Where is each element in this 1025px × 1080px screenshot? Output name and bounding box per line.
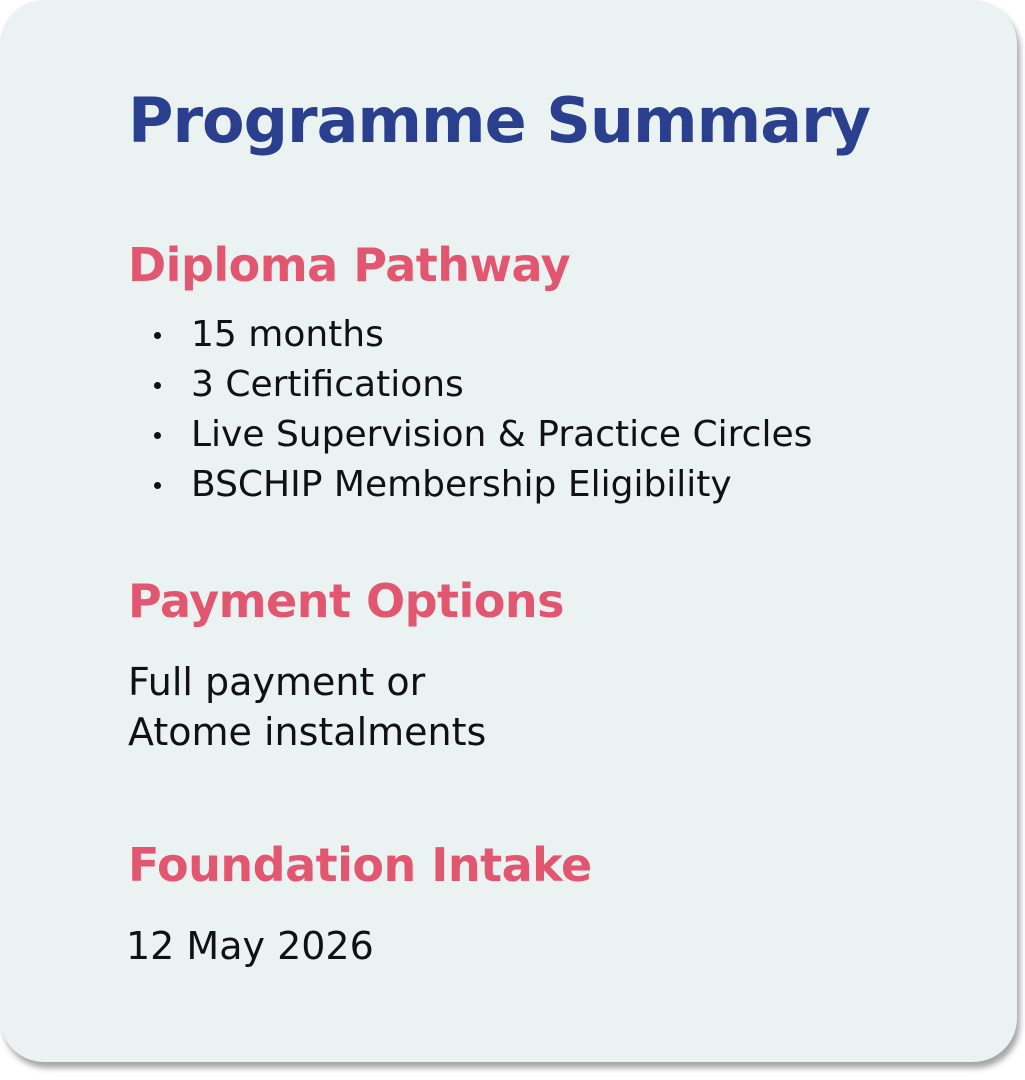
bullet-icon (154, 432, 161, 439)
list-item (150, 360, 812, 410)
bullet-icon (154, 332, 161, 339)
list-item (150, 410, 812, 460)
bullet-icon (154, 482, 161, 489)
page-title: Programme Summary (128, 84, 871, 157)
list-item-label: Live Supervision & Practice Circles (191, 414, 813, 455)
list-item (150, 460, 812, 510)
payment-options-line-1: Full payment or (128, 660, 426, 704)
payment-options-heading: Payment Options (128, 574, 564, 628)
diploma-pathway-heading: Diploma Pathway (128, 238, 571, 292)
payment-options-line-2: Atome instalments (128, 710, 487, 754)
list-item-label: 3 Certifications (191, 364, 464, 405)
foundation-intake-date: 12 May 2026 (126, 924, 374, 968)
foundation-intake-heading: Foundation Intake (128, 838, 592, 892)
diploma-pathway-list (150, 310, 812, 510)
bullet-icon (154, 382, 161, 389)
list-item (150, 310, 812, 360)
list-item-label: BSCHIP Membership Eligibility (191, 464, 732, 505)
list-item-label: 15 months (191, 314, 384, 355)
